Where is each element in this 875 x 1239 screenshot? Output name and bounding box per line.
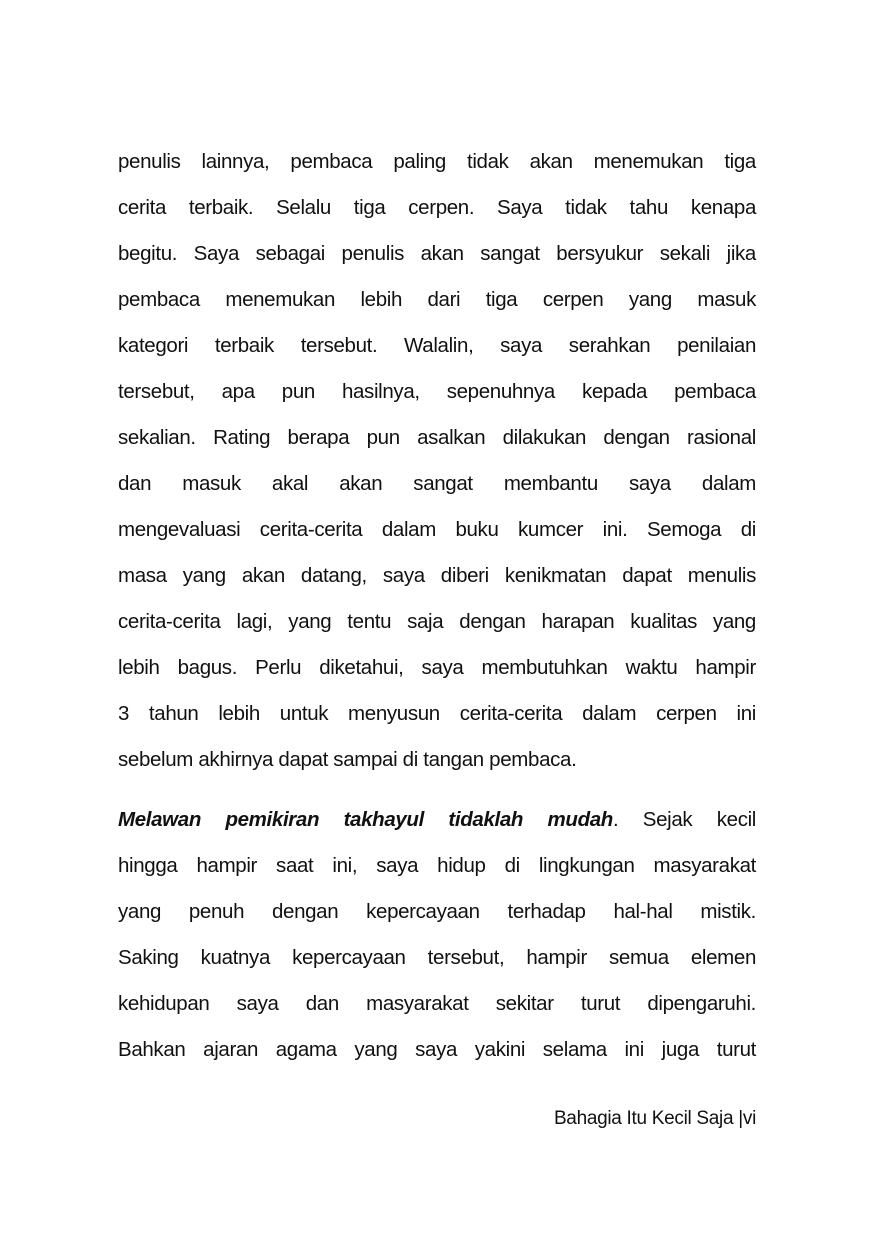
page-number: vi: [742, 1108, 756, 1129]
text-line: kategori terbaik tersebut. Walalin, saya serahkan penilaian: [118, 334, 756, 357]
text-line: lebih bagus. Perlu diketahui, saya membutuhkan waktu hampir: [118, 656, 756, 679]
text-line: pembaca menemukan lebih dari tiga cerpen yang masuk: [118, 288, 756, 311]
lead-rest: . Sejak kecil: [612, 808, 756, 831]
lead-phrase: Melawan pemikiran takhayul tidaklah mudah: [118, 808, 613, 831]
footer-separator: |: [738, 1108, 743, 1129]
text-line: 3 tahun lebih untuk menyusun cerita-cerita dalam cerpen ini: [118, 702, 756, 725]
text-line: Saking kuatnya kepercayaan tersebut, hampir semua elemen: [118, 946, 756, 969]
text-line: sekalian. Rating berapa pun asalkan dilakukan dengan rasional: [118, 426, 756, 449]
text-line: sebelum akhirnya dapat sampai di tangan pembaca.: [118, 748, 577, 771]
text-line-lead: [118, 797, 756, 843]
text-line: masa yang akan datang, saya diberi kenikmatan dapat menulis: [118, 564, 756, 587]
text-line: Bahkan ajaran agama yang saya yakini selama ini juga turut: [118, 1038, 756, 1061]
text-line: cerita terbaik. Selalu tiga cerpen. Saya tidak tahu kenapa: [118, 196, 756, 219]
paragraph-1: [118, 139, 756, 783]
footer-book-title: Bahagia Itu Kecil Saja: [553, 1108, 734, 1129]
text-line: tersebut, apa pun hasilnya, sepenuhnya kepada pembaca: [118, 380, 756, 403]
text-line: begitu. Saya sebagai penulis akan sangat bersyukur sekali jika: [118, 242, 756, 265]
text-line: penulis lainnya, pembaca paling tidak akan menemukan tiga: [118, 150, 756, 173]
paragraph-2: [118, 797, 756, 1073]
text-line: cerita-cerita lagi, yang tentu saja dengan harapan kualitas yang: [118, 610, 756, 633]
text-line: yang penuh dengan kepercayaan terhadap hal-hal mistik.: [118, 900, 756, 923]
page-footer: [554, 1108, 756, 1130]
text-line: hingga hampir saat ini, saya hidup di lingkungan masyarakat: [118, 854, 756, 877]
text-line: kehidupan saya dan masyarakat sekitar turut dipengaruhi.: [118, 992, 756, 1015]
text-line: dan masuk akal akan sangat membantu saya dalam: [118, 472, 756, 495]
text-line: mengevaluasi cerita-cerita dalam buku kumcer ini. Semoga di: [118, 518, 756, 541]
